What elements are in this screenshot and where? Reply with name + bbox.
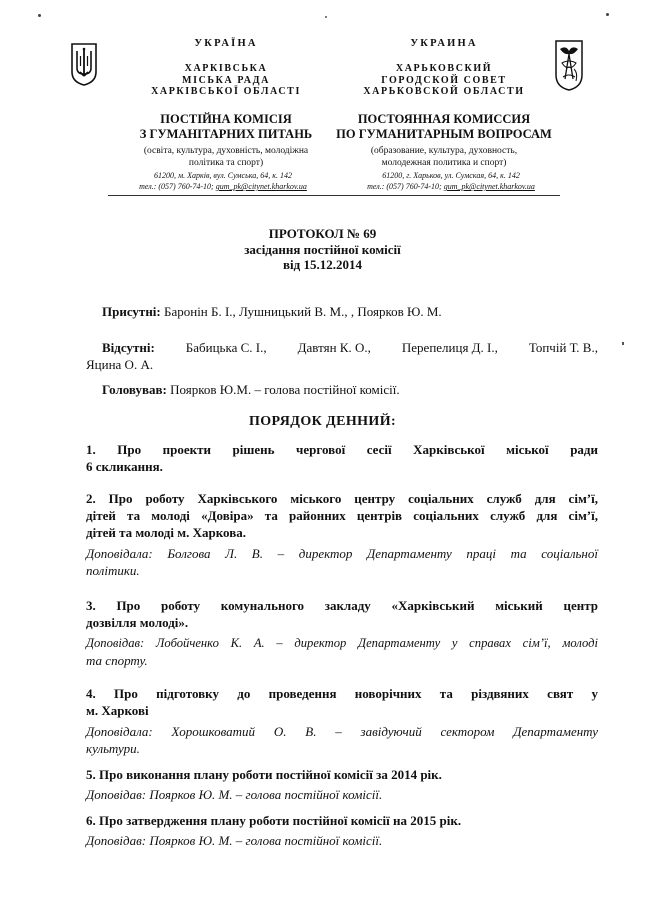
scan-speck [622,342,624,345]
scan-speck [606,13,609,16]
agenda-item-2: 2. Про роботу Харківського міського центру соціальних служб для сім’ї, дітей та молоді «Довіра» та районних центрів соціальних служб для сім’ї, дітей та молоді м. Харкова. Доповідала: Болгова Л. В. – директор Департаменту праці та соціальної політики. [86,491,598,578]
speaker-line: Доповідав: Поярков Ю. М. – голова постійної комісії. [86,787,383,802]
absent-name: Бабицька С. І., [185,340,267,355]
protocol-title: ПРОТОКОЛ № 69 засідання постійної комісії від 15.12.2014 [244,226,401,272]
council-name: ХАРЬКОВСКИЙ ГОРОДСКОЙ СОВЕТ ХАРЬКОВСКОЙ ОБЛАСТИ [363,63,525,97]
council-name: ХАРКІВСЬКА МІСЬКА РАДА ХАРКІВСЬКОЇ ОБЛАСТІ [151,63,301,97]
agenda-item-1: 1. Про проекти рішень чергової сесії Харківської міської ради 6 скликання. [86,442,598,474]
commission-scope: (освіта, культура, духовність, молодіжна політика та спорт) [143,145,309,168]
agenda-item-6: 6. Про затвердження плану роботи постійної комісії на 2015 рік. Доповідав: Поярков Ю. М. – голова постійної комісії. [86,812,598,849]
agenda-item-5: 5. Про виконання плану роботи постійної комісії за 2014 рік. Доповідав: Поярков Ю. М. – голова постійної комісії. [86,766,598,803]
letterhead-russian [334,38,554,169]
speaker-line: Доповідав: Лобойченко К. А. – директор Департаменту у справах сім’ї, молоді [86,636,598,650]
speaker-line: політики. [86,563,140,578]
email-link[interactable]: gum_pk@citynet.kharkov.ua [443,182,535,191]
agenda-item-4: 4. Про підготовку до проведення новорічних та різдвяних свят у м. Харкові Доповідала: Хорошковатий О. В. – завідуючий сектором Департаменту культури. [86,686,598,756]
email-link[interactable]: gum_pk@citynet.kharkov.ua [215,182,307,191]
letterhead-divider [108,195,560,196]
absent-name: Перепелиця Д. І., [401,340,498,355]
scan-speck [38,14,41,17]
letterhead-ukrainian [116,38,336,169]
absent-label: Відсутні: [102,340,155,355]
commission-scope: (образование, культура, духовность, молодежная политика и спорт) [370,145,518,168]
commission-name: ПОСТОЯННАЯ КОМИССИЯ ПО ГУМАНИТАРНЫМ ВОПРОСАМ [336,111,552,141]
speaker-line: Доповідала: Хорошковатий О. В. – завідуючий сектором Департаменту [86,724,598,739]
present-line [102,303,598,320]
absent-name: Давтян К. О., [297,340,371,355]
speaker-line: та спорту. [86,653,148,668]
agenda-heading: ПОРЯДОК ДЕННИЙ: [248,414,397,429]
address-ukrainian: 61200, м. Харків, вул. Сумська, 64, к. 142 тел.: (057) 760-74-10; gum_pk@citynet.kharkov.ua [139,171,307,191]
kharkiv-coat-of-arms-icon [554,39,584,91]
present-names: Баронін Б. І., Лушницький В. М., , Поярков Ю. М. [160,304,442,319]
country-name: УКРАИНА [410,38,478,49]
trident-coat-of-arms-icon [70,42,98,86]
country-name: УКРАЇНА [194,38,258,49]
speaker-line: Доповідав: Поярков Ю. М. – голова постійної комісії. [86,833,383,848]
chair-label: Головував: [102,382,167,397]
absent-block [86,339,598,373]
scan-speck [325,16,327,18]
commission-name: ПОСТІЙНА КОМІСІЯ З ГУМАНІТАРНИХ ПИТАНЬ [139,111,313,141]
absent-name: Яцина О. А. [86,357,154,372]
agenda-item-3: 3. Про роботу комунального закладу «Харківський міський центр дозвілля молоді». Доповідав: Лобойченко К. А. – директор Департаменту у справах сім’ї, молоді та спорту. [86,598,598,668]
chair-line [102,381,598,398]
speaker-line: культури. [86,741,140,756]
present-label: Присутні: [102,304,161,319]
chair-text: Поярков Ю.М. – голова постійної комісії. [166,382,400,397]
speaker-line: Доповідала: Болгова Л. В. – директор Департаменту праці та соціальної [86,546,598,561]
address-russian: 61200, г. Харьков, ул. Сумская, 64, к. 142 тел.: (057) 760-74-10; gum_pk@citynet.kharkov.ua [367,171,535,191]
absent-name: Топчій Т. В., [528,340,598,355]
